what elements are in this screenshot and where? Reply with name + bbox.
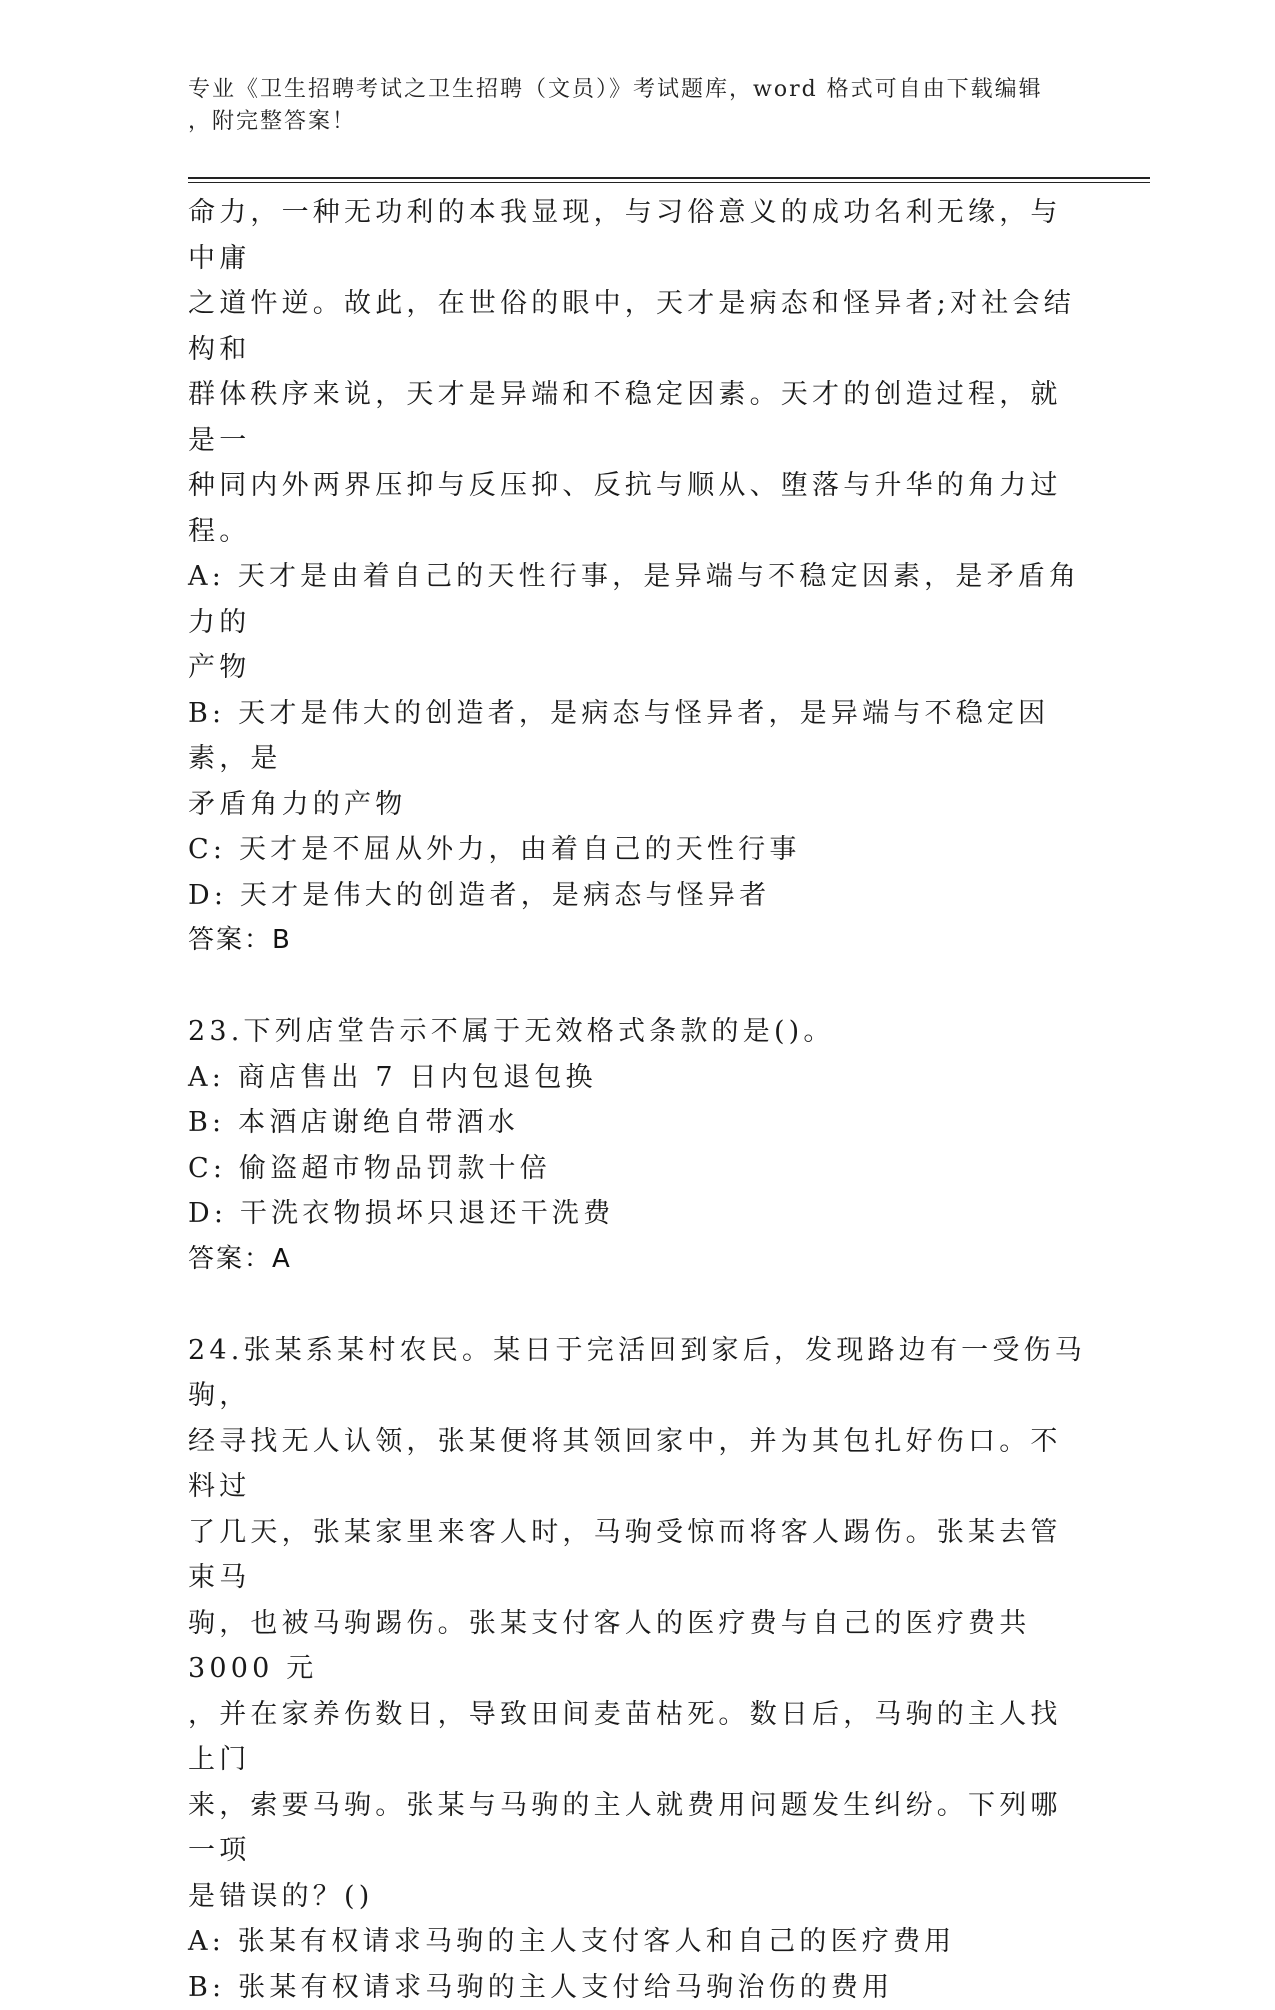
header-line-2: ，附完整答案！ bbox=[188, 106, 1068, 138]
option-a: A: 天才是由着自己的天性行事，是异端与不稳定因素，是矛盾角力的 bbox=[188, 554, 1088, 645]
question-23 bbox=[188, 1009, 1088, 1282]
spacer bbox=[188, 1282, 1088, 1328]
answer-label: 答案：B bbox=[188, 918, 1088, 964]
question-stem-line: 命力，一种无功利的本我显现，与习俗意义的成功名利无缘，与中庸 bbox=[188, 190, 1088, 281]
question-stem-line: 之道忤逆。故此，在世俗的眼中，天才是病态和怪异者;对社会结构和 bbox=[188, 281, 1088, 372]
option-b-continued: 矛盾角力的产物 bbox=[188, 782, 1088, 828]
answer-label: 答案：A bbox=[188, 1237, 1088, 1283]
spacer bbox=[188, 964, 1088, 1010]
question-22 bbox=[188, 190, 1088, 964]
option-d: D: 天才是伟大的创造者，是病态与怪异者 bbox=[188, 873, 1088, 919]
question-stem-line: 种同内外两界压抑与反压抑、反抗与顺从、堕落与升华的角力过程。 bbox=[188, 463, 1088, 554]
question-stem-line: 经寻找无人认领，张某便将其领回家中，并为其包扎好伤口。不料过 bbox=[188, 1419, 1088, 1510]
question-stem: 23.下列店堂告示不属于无效格式条款的是()。 bbox=[188, 1009, 1088, 1055]
question-stem-line: 来，索要马驹。张某与马驹的主人就费用问题发生纠纷。下列哪一项 bbox=[188, 1783, 1088, 1874]
option-a-continued: 产物 bbox=[188, 645, 1088, 691]
header-line-1: 专业《卫生招聘考试之卫生招聘（文员）》考试题库，word 格式可自由下载编辑 bbox=[188, 74, 1068, 106]
option-a: A: 张某有权请求马驹的主人支付客人和自己的医疗费用 bbox=[188, 1919, 1088, 1965]
question-stem-line: 24.张某系某村农民。某日于完活回到家后，发现路边有一受伤马驹， bbox=[188, 1328, 1088, 1419]
page-header bbox=[188, 74, 1068, 138]
option-b: B: 本酒店谢绝自带酒水 bbox=[188, 1100, 1088, 1146]
option-b: B: 天才是伟大的创造者，是病态与怪异者，是异端与不稳定因素，是 bbox=[188, 691, 1088, 782]
header-divider bbox=[188, 177, 1150, 183]
option-d: D: 干洗衣物损坏只退还干洗费 bbox=[188, 1191, 1088, 1237]
question-stem-line: 群体秩序来说，天才是异端和不稳定因素。天才的创造过程，就是一 bbox=[188, 372, 1088, 463]
option-a: A: 商店售出 7 日内包退包换 bbox=[188, 1055, 1088, 1101]
option-c: C: 偷盗超市物品罚款十倍 bbox=[188, 1146, 1088, 1192]
option-c: C: 天才是不屈从外力，由着自己的天性行事 bbox=[188, 827, 1088, 873]
option-b: B: 张某有权请求马驹的主人支付给马驹治伤的费用 bbox=[188, 1965, 1088, 2010]
document-body bbox=[188, 190, 1088, 2010]
question-stem-line: 了几天，张某家里来客人时，马驹受惊而将客人踢伤。张某去管束马 bbox=[188, 1510, 1088, 1601]
question-24 bbox=[188, 1328, 1088, 2010]
question-stem-line: 驹，也被马驹踢伤。张某支付客人的医疗费与自己的医疗费共 3000 元 bbox=[188, 1601, 1088, 1692]
question-stem-line: 是错误的？() bbox=[188, 1874, 1088, 1920]
question-stem-line: ，并在家养伤数日，导致田间麦苗枯死。数日后，马驹的主人找上门 bbox=[188, 1692, 1088, 1783]
